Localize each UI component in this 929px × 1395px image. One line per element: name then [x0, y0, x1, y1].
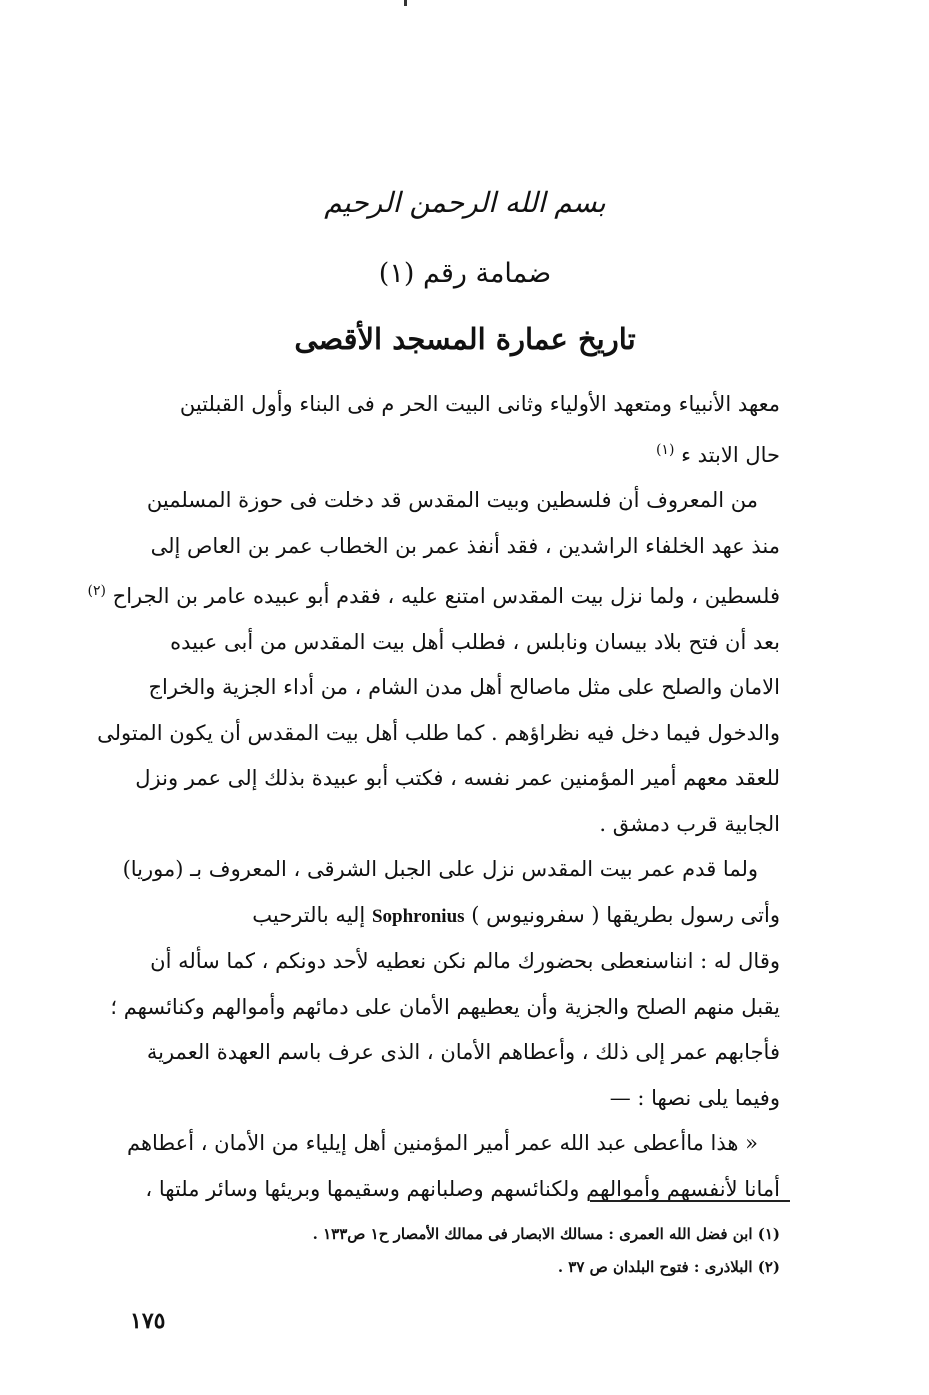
footnote-2: (٢) البلاذرى : فتوح البلدان ص ٣٧ .: [557, 1258, 780, 1276]
text-line: معهد الأنبياء ومتعهد الأولياء وثانى البيت الحر م فى البناء وأول القبلتين: [179, 392, 780, 416]
supplement-title: ضمامة رقم (١): [378, 258, 552, 289]
text-line: بعد أن فتح بلاد بيسان ونابلس ، فطلب أهل بيت المقدس من أبى عبيده: [170, 629, 780, 654]
footnote-1: (١) ابن فضل الله العمرى : مسالك الابصار فى ممالك الأمصار ح١ ص١٣٣ .: [312, 1225, 780, 1243]
text-line: وفيما يلى نصها : —: [609, 1085, 780, 1110]
latin-name: Sophronius: [371, 905, 465, 927]
text-line: وأتى رسول بطريقها ( سفرونيوس ) Sophronius إليه بالترحيب: [252, 902, 780, 927]
top-edge-mark: [404, 0, 407, 6]
paragraph-4: [126, 1121, 780, 1212]
text-line: وقال له : انناسنعطى بحضورك مالم نكن نعطيه لأحد دونكم ، كما سأله أن: [150, 949, 780, 973]
paragraph-2: [87, 478, 780, 847]
text-line: ولما قدم عمر بيت المقدس نزل على الجبل الشرقى ، المعروف بـ (موريا): [122, 857, 758, 881]
text-line: فلسطين ، ولما نزل بيت المقدس امتنع عليه ، فقدم أبو عبيده عامر بن الجراح $^{(٢)}$: [87, 583, 780, 608]
basmala-heading: بسم الله الرحمن الرحيم: [324, 186, 606, 219]
text-line: من المعروف أن فلسطين وبيت المقدس قد دخلت فى حوزة المسلمين: [146, 488, 758, 512]
footnote-ref: (٢): [87, 583, 106, 599]
body-text: [87, 382, 780, 1212]
footnote-divider: [590, 1200, 790, 1202]
paragraph-1: [130, 382, 780, 478]
text-line: فأجابهم عمر إلى ذلك ، وأعطاهم الأمان ، الذى عرف باسم العهدة العمرية: [146, 1040, 780, 1064]
text-line: « هذا ماأعطى عبد الله عمر أمير المؤمنين أهل إيلياء من الأمان ، أعطاهم: [126, 1131, 758, 1155]
footnote-ref: (١): [655, 441, 675, 458]
text-line: حال الابتد ء $^{(١)}$: [655, 441, 780, 467]
text-line: الجابية قرب دمشق .: [599, 811, 780, 836]
text-line: والدخول فيما دخل فيه نظراؤهم . كما طلب أهل بيت المقدس أن يكون المتولى: [97, 720, 780, 745]
footnotes: [200, 1218, 780, 1284]
paragraph-3: [110, 847, 780, 1121]
text-line: الامان والصلح على مثل ماصالح أهل مدن الشام ، من أداء الجزية والخراج: [148, 675, 780, 699]
page-number: ١٧٥: [130, 1308, 166, 1334]
text-line: منذ عهد الخلفاء الراشدين ، فقد أنفذ عمر بن الخطاب عمر بن العاص إلى: [150, 533, 780, 558]
text-line: يقبل منهم الصلح والجزية وأن يعطيهم الأمان على دمائهم وأموالهم وكنائسهم ؛: [110, 994, 780, 1019]
text-line: أمانا لأنفسهم وأموالهم ولكنائسهم وصلبانهم وسقيمها وبريئها وسائر ملتها ،: [145, 1176, 780, 1201]
text-line: للعقد معهم أمير المؤمنين عمر نفسه ، فكتب أبو عبيدة بذلك إلى عمر ونزل: [135, 766, 780, 790]
main-title: تاريخ عمارة المسجد الأقصى: [294, 322, 636, 356]
